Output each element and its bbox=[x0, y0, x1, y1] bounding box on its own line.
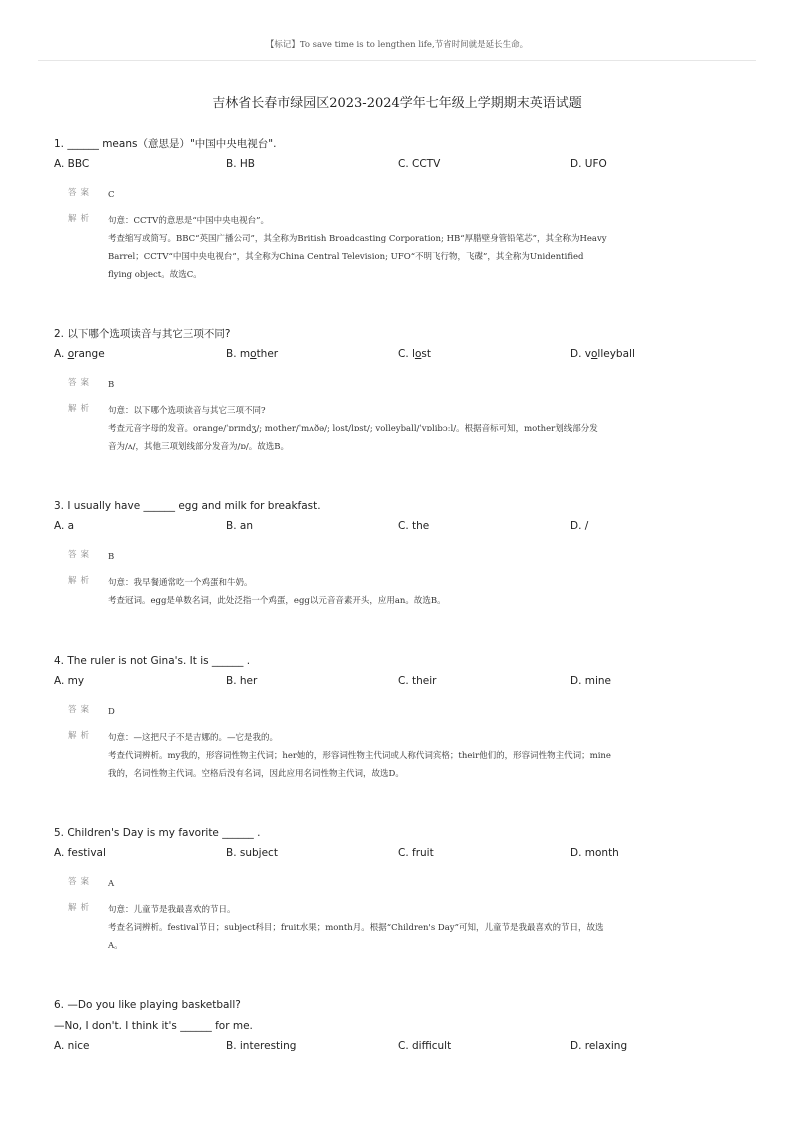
answer-block bbox=[68, 875, 744, 955]
analysis-line: 考查冠词。egg是单数名词，此处泛指一个鸡蛋，egg以元音音素开头，应用an。故选B。 bbox=[108, 596, 446, 606]
answer-label: 答案 bbox=[68, 705, 94, 715]
option-a: A. festival bbox=[54, 847, 106, 859]
option-c: C. the bbox=[398, 520, 430, 532]
analysis-text bbox=[108, 729, 744, 783]
answer-value: C bbox=[108, 190, 115, 200]
analysis-text bbox=[108, 901, 744, 955]
analysis-line: 句意：儿童节是我最喜欢的节日。 bbox=[108, 905, 236, 915]
question-stem: 5. Children's Day is my favorite ______ . bbox=[54, 827, 261, 839]
question-1 bbox=[54, 137, 744, 284]
option-c: C. CCTV bbox=[398, 158, 441, 170]
options-row bbox=[54, 675, 744, 691]
options-row bbox=[54, 520, 744, 536]
options-row bbox=[54, 1040, 744, 1056]
question-stem: 1. ______ means（意思是）"中国中央电视台". bbox=[54, 138, 277, 150]
option-a: A. a bbox=[54, 520, 75, 532]
option-b: B. an bbox=[226, 520, 253, 532]
analysis-line: 句意：以下哪个选项读音与其它三项不同? bbox=[108, 406, 266, 416]
question-3 bbox=[54, 499, 744, 610]
option-c: C. lost bbox=[398, 348, 431, 360]
analysis-label: 解析 bbox=[68, 731, 94, 741]
options-row bbox=[54, 847, 744, 863]
question-stem: 2. 以下哪个选项读音与其它三项不同? bbox=[54, 328, 231, 340]
options-row bbox=[54, 348, 744, 364]
option-b: B. interesting bbox=[226, 1040, 297, 1052]
option-a: A. nice bbox=[54, 1040, 90, 1052]
analysis-text bbox=[108, 574, 744, 610]
answer-value: B bbox=[108, 552, 115, 562]
analysis-line: 我的，名词性物主代词。空格后没有名词，因此应用名词性物主代词，故选D。 bbox=[108, 769, 404, 779]
option-b: B. subject bbox=[226, 847, 278, 859]
answer-value: A bbox=[108, 879, 115, 889]
header-divider bbox=[38, 60, 756, 61]
answer-block bbox=[68, 376, 744, 456]
question-stem: 4. The ruler is not Gina's. It is ______ . bbox=[54, 655, 251, 667]
answer-label: 答案 bbox=[68, 188, 94, 198]
option-d: D. month bbox=[570, 847, 619, 859]
analysis-line: flying object。故选C。 bbox=[108, 270, 202, 280]
option-d: D. mine bbox=[570, 675, 612, 687]
answer-block bbox=[68, 548, 744, 610]
question-6 bbox=[54, 998, 744, 1056]
options-row bbox=[54, 158, 744, 174]
option-b: B. her bbox=[226, 675, 258, 687]
analysis-line: 考查代词辨析。my我的，形容词性物主代词；her她的，形容词性物主代词或人称代词宾格；their他们的，形容词性物主代词；mine bbox=[108, 751, 611, 761]
option-b: B. HB bbox=[226, 158, 255, 170]
answer-block bbox=[68, 703, 744, 783]
analysis-line: A。 bbox=[108, 941, 123, 951]
option-c: C. their bbox=[398, 675, 437, 687]
analysis-line: 考查元音字母的发音。orange/ˈɒrɪndʒ/; mother/ˈmʌðə/; lost/lɒst/; volleyball/ˈvɒlibɔːl/。根据音标可知，mother划线部分发 bbox=[108, 424, 598, 434]
analysis-label: 解析 bbox=[68, 903, 94, 913]
option-d: D. relaxing bbox=[570, 1040, 628, 1052]
analysis-line: 考查名词辨析。festival节日；subject科目；fruit水果；month月。根据“Children's Day”可知，儿童节是我最喜欢的节日，故选 bbox=[108, 923, 604, 933]
answer-label: 答案 bbox=[68, 550, 94, 560]
option-c: C. difficult bbox=[398, 1040, 452, 1052]
analysis-line: 考查缩写或简写。BBC“英国广播公司”，其全称为British Broadcasting Corporation; HB“厚腊壁身管铅笔芯”，其全称为Heavy bbox=[108, 234, 607, 244]
answer-block bbox=[68, 186, 744, 284]
answer-label: 答案 bbox=[68, 378, 94, 388]
analysis-label: 解析 bbox=[68, 576, 94, 586]
question-4 bbox=[54, 654, 744, 783]
answer-value: D bbox=[108, 707, 115, 717]
analysis-line: Barrel；CCTV“中国中央电视台”，其全称为China Central Television; UFO“不明飞行物，飞碟”，其全称为Unidentified bbox=[108, 252, 584, 262]
option-a: A. BBC bbox=[54, 158, 90, 170]
answer-value: B bbox=[108, 380, 115, 390]
option-d: D. volleyball bbox=[570, 348, 635, 360]
question-stem: 3. I usually have ______ egg and milk for breakfast. bbox=[54, 500, 321, 512]
analysis-text bbox=[108, 212, 744, 284]
question-stem: 6. —Do you like playing basketball? bbox=[54, 999, 241, 1011]
question-stem-line-2: —No, I don't. I think it's ______ for me. bbox=[54, 1020, 253, 1032]
answer-label: 答案 bbox=[68, 877, 94, 887]
option-d: D. UFO bbox=[570, 158, 607, 170]
option-a: A. orange bbox=[54, 348, 105, 360]
header-motto: 【标记】To save time is to lengthen life,节省时间就是延长生命。 bbox=[265, 40, 529, 50]
option-a: A. my bbox=[54, 675, 85, 687]
question-2 bbox=[54, 327, 744, 456]
analysis-line: 句意：我早餐通常吃一个鸡蛋和牛奶。 bbox=[108, 578, 253, 588]
analysis-text bbox=[108, 402, 744, 456]
analysis-line: 音为/ʌ/，其他三项划线部分发音为/ɒ/。故选B。 bbox=[108, 442, 289, 452]
analysis-label: 解析 bbox=[68, 404, 94, 414]
analysis-label: 解析 bbox=[68, 214, 94, 224]
option-c: C. fruit bbox=[398, 847, 434, 859]
analysis-line: 句意：CCTV的意思是“中国中央电视台”。 bbox=[108, 216, 270, 226]
option-d: D. / bbox=[570, 520, 589, 532]
page-title: 吉林省长春市绿园区2023-2024学年七年级上学期期末英语试题 bbox=[212, 96, 582, 111]
option-b: B. mother bbox=[226, 348, 279, 360]
analysis-line: 句意：—这把尺子不是吉娜的。—它是我的。 bbox=[108, 733, 279, 743]
question-5 bbox=[54, 826, 744, 955]
